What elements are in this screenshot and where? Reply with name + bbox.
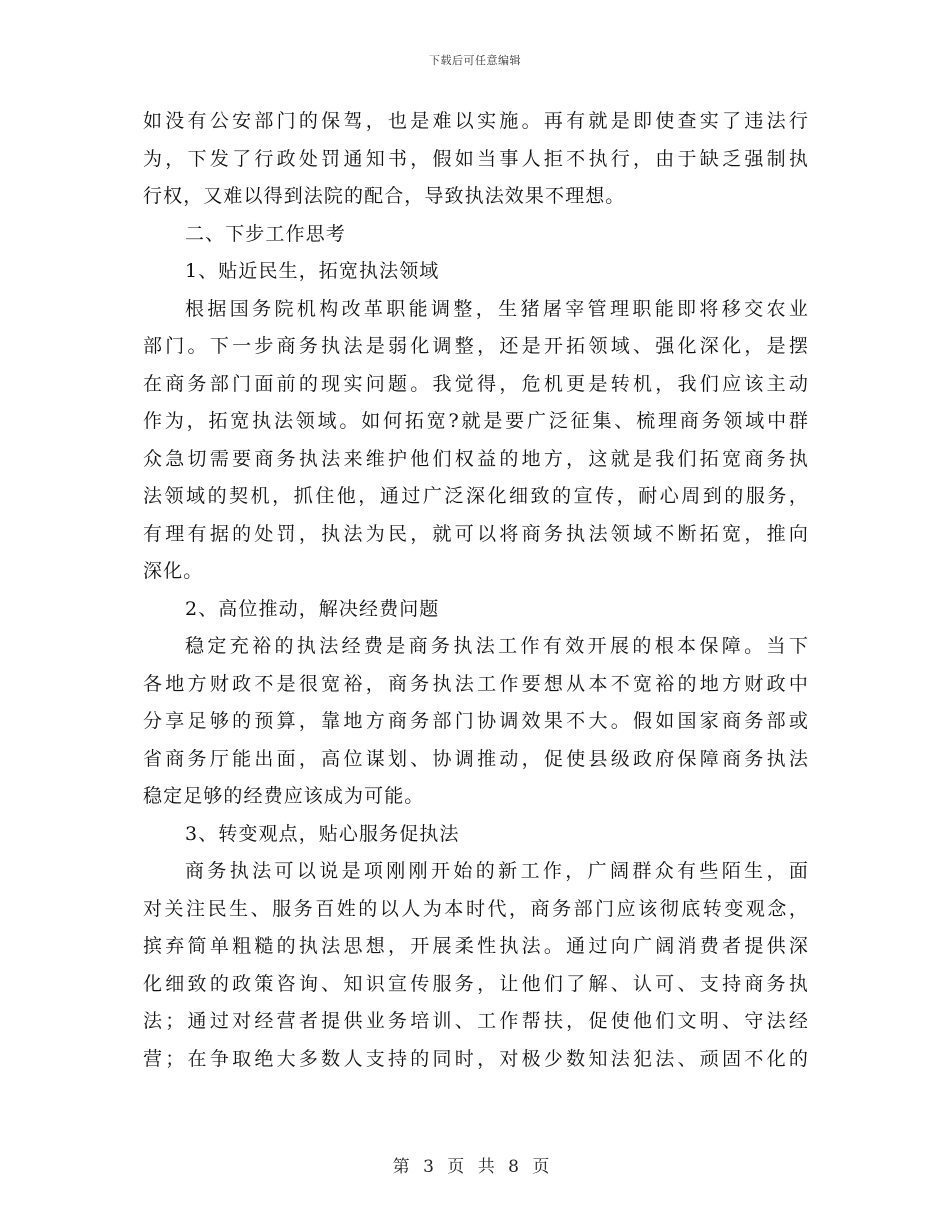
text-line: 为，下发了行政处罚通知书，假如当事人拒不执行，由于缺乏强制执 [143,147,809,170]
total-prefix: 共 [477,1157,495,1177]
text-line: 稳定充裕的执法经费是商务执法工作有效开展的根本保障。当下 [185,635,809,657]
text-line: 化细致的政策咨询、知识宣传服务，让他们了解、认可、支持商务执 [143,972,809,995]
total-pages-number: 8 [508,1157,519,1177]
subsection-heading: 1、贴近民生，拓宽执法领域 [185,260,440,282]
page-prefix: 第 [392,1157,410,1177]
text-line: 众急切需要商务执法来维护他们权益的地方，这就是我们拓宽商务执 [143,447,809,470]
text-line: 如没有公安部门的保驾，也是难以实施。再有就是即使查实了违法行 [143,110,809,132]
text-line: 根据国务院机构改革职能调整，生猪屠宰管理职能即将移交农业 [185,297,809,320]
text-line: 在商务部门面前的现实问题。我觉得，危机更是转机，我们应该主动 [143,372,809,395]
text-line: 营；在争取绝大多数人支持的同时，对极少数知法犯法、顽固不化的 [143,1047,809,1070]
text-line: 法领域的契机，抓住他，通过广泛深化细致的宣传，耐心周到的服务， [143,485,809,507]
page-label: 页 [447,1157,465,1177]
section-heading: 二、下步工作思考 [185,222,346,245]
text-line: 法；通过对经营者提供业务培训、工作帮扶，促使他们文明、守法经 [143,1010,809,1032]
subsection-heading: 2、高位推动，解决经费问题 [185,597,440,620]
page-footer [0,1152,950,1177]
text-line: 摈弃简单粗糙的执法思想，开展柔性执法。通过向广阔消费者提供深 [143,935,809,957]
subsection-heading: 3、转变观点，贴心服务促执法 [185,822,460,845]
page-header-note: 下载后可任意编辑 [429,54,521,67]
text-line: 部门。下一步商务执法是弱化调整，还是开拓领域、强化深化，是摆 [143,335,809,357]
text-line: 对关注民生、服务百姓的以人为本时代，商务部门应该彻底转变观念， [143,897,809,920]
document-body [143,103,809,1078]
text-line: 有理有据的处罚，执法为民，就可以将商务执法领域不断拓宽，推向 [143,522,809,545]
current-page-number: 3 [423,1157,434,1177]
text-line: 稳定足够的经费应该成为可能。 [143,785,425,807]
text-line: 省商务厅能出面，高位谋划、协调推动，促使县级政府保障商务执法 [143,747,809,770]
text-line: 作为，拓宽执法领域。如何拓宽?就是要广泛征集、梳理商务领域中群 [143,410,809,432]
text-line: 深化。 [143,560,204,582]
text-line: 商务执法可以说是项刚刚开始的新工作，广阔群众有些陌生，面 [185,860,809,882]
text-line: 行权，又难以得到法院的配合，导致执法效果不理想。 [143,185,626,207]
text-line: 分享足够的预算，靠地方商务部门协调效果不大。假如国家商务部或 [143,710,809,732]
text-line: 各地方财政不是很宽裕，商务执法工作要想从本不宽裕的地方财政中 [143,672,809,695]
total-label: 页 [532,1157,550,1177]
